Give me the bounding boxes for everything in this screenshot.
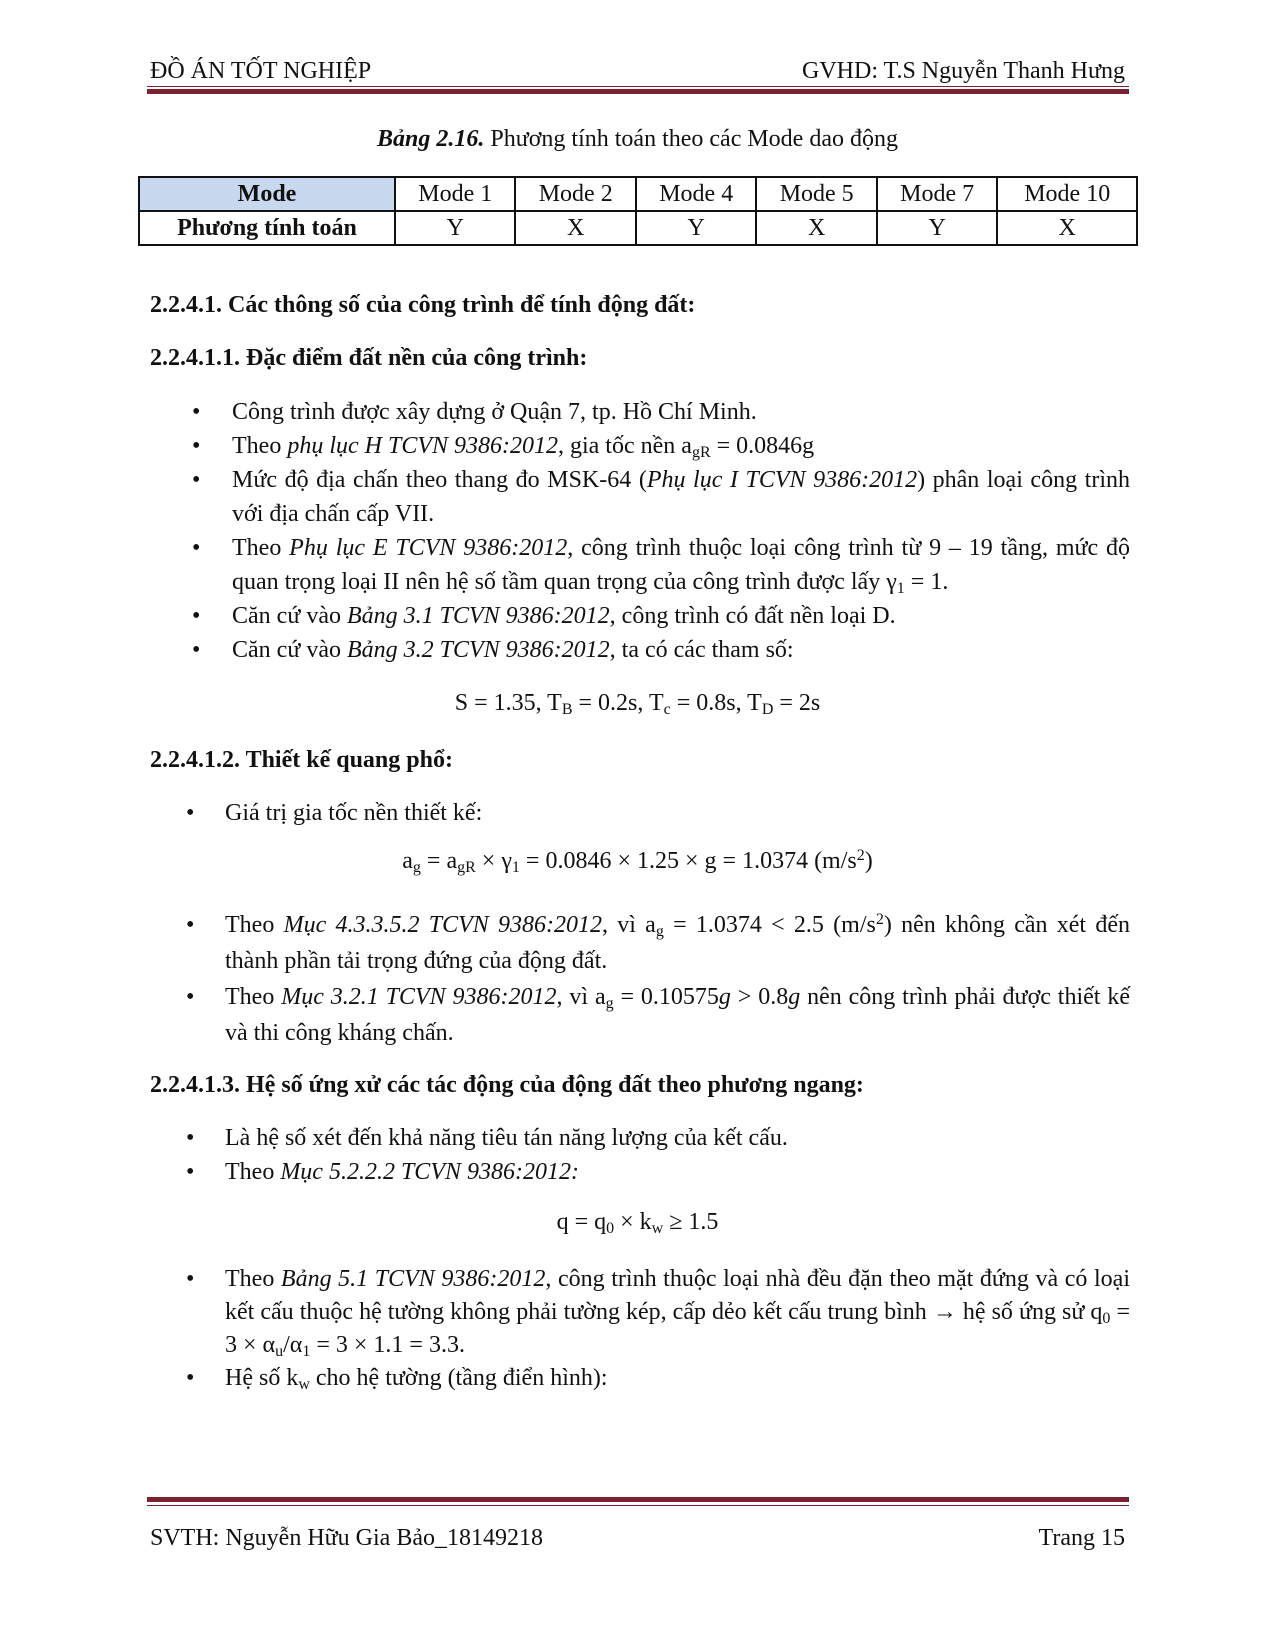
section-heading: 2.2.4.1.1. Đặc điểm đất nền của công trình: [150,345,588,371]
bullet-list [150,907,1130,1051]
caption-text: Phương tính toán theo các Mode dao động [484,126,898,152]
table-cell: Y [636,211,756,245]
header-left: ĐỒ ÁN TỐT NGHIỆP [150,58,372,84]
mode-table [138,176,1138,246]
table-cell: Mode 7 [877,177,997,211]
list-item: • Theo Bảng 5.1 TCVN 9386:2012, công trình thuộc loại nhà đều đặn theo mặt đứng và có loại kết cấu thuộc hệ tường không phải tường kép, cấp dẻo kết cấu trung bình → hệ số ứng sử $q_0 = 3 \times \alpha_u/\alpha_1 = 3 \times 1.1 = 3.3$. [150,1263,1130,1362]
footer-rule-thick [147,1497,1129,1502]
table-cell: Mode 10 [997,177,1137,211]
list-item: • Theo Phụ lục E TCVN 9386:2012, công trình thuộc loại công trình từ 9 – 19 tầng, mức độ quan trọng loại II nên hệ số tầm quan trọng của công trình được lấy $\gamma_1 = 1$. [150,531,1130,599]
bullet-list [150,395,1130,667]
table-cell: Mode 4 [636,177,756,211]
table-row [139,211,1137,245]
list-item: • Theo Mục 3.2.1 TCVN 9386:2012, vì $a_g = 0.10575g > 0.8g$ nên công trình phải được thiết kế và thi công kháng chấn. [150,979,1130,1051]
page-number: Trang 15 [1038,1525,1125,1551]
caption-label: Bảng 2.16. [377,126,485,152]
equation-parameters: S = 1.35, $T_B = 0.2s$, $T_c = 0.8s$, $T_D = 2s$ [454,690,821,718]
row-header-direction: Phương tính toán [139,211,395,245]
table-cell: Mode 1 [395,177,515,211]
table-cell: Y [877,211,997,245]
section-heading: 2.2.4.1. Các thông số của công trình để tính động đất: [150,292,696,318]
equation-q: $q = q_0 \times k_w \ge 1.5$ [556,1209,719,1237]
table-cell: X [756,211,876,245]
section-heading: 2.2.4.1.3. Hệ số ứng xử các tác động của động đất theo phương ngang: [150,1072,864,1098]
list-item: • Hệ số $k_w$ cho hệ tường (tầng điển hình): [150,1362,1130,1395]
header-right: GVHD: T.S Nguyễn Thanh Hưng [802,58,1125,84]
table-cell: X [515,211,635,245]
row-header-mode: Mode [139,177,395,211]
bullet-list [150,1121,1130,1189]
list-item: • Theo phụ lục H TCVN 9386:2012, gia tốc nền $a_{gR} = 0.0846g$ [150,429,1130,463]
section-heading: 2.2.4.1.2. Thiết kế quang phổ: [150,747,453,773]
footer-left: SVTH: Nguyễn Hữu Gia Bảo_18149218 [150,1525,543,1551]
equation-ag: $a_g = a_{gR} \times \gamma_1 = 0.0846 \times 1.25 \times g = 1.0374$ $(m/s^2)$ [402,847,873,876]
list-item: • Công trình được xây dựng ở Quận 7, tp. Hồ Chí Minh. [150,395,1130,429]
table-row [139,177,1137,211]
list-item: • Là hệ số xét đến khả năng tiêu tán năng lượng của kết cấu. [150,1121,1130,1155]
list-item: • Căn cứ vào Bảng 3.2 TCVN 9386:2012, ta có các tham số: [150,633,1130,667]
bullet-list [150,796,1130,830]
header-rule-thick [147,89,1129,94]
header-rule-thin [147,86,1129,87]
table-cell: Mode 5 [756,177,876,211]
table-cell: X [997,211,1137,245]
footer-rule-thin [147,1505,1129,1506]
list-item: • Theo Mục 4.3.3.5.2 TCVN 9386:2012, vì $a_g = 1.0374 < 2.5$ $(m/s^2)$ nên không cần xét đến thành phần tải trọng đứng của động đất. [150,907,1130,979]
bullet-list [150,1263,1130,1395]
table-cell: Mode 2 [515,177,635,211]
table-caption [0,126,1275,153]
list-item: • Giá trị gia tốc nền thiết kế: [150,796,1130,830]
list-item: • Căn cứ vào Bảng 3.1 TCVN 9386:2012, công trình có đất nền loại D. [150,599,1130,633]
list-item: • Mức độ địa chấn theo thang đo MSK-64 (Phụ lục I TCVN 9386:2012) phân loại công trình với địa chấn cấp VII. [150,463,1130,531]
list-item: • Theo Mục 5.2.2.2 TCVN 9386:2012: [150,1155,1130,1189]
table-cell: Y [395,211,515,245]
